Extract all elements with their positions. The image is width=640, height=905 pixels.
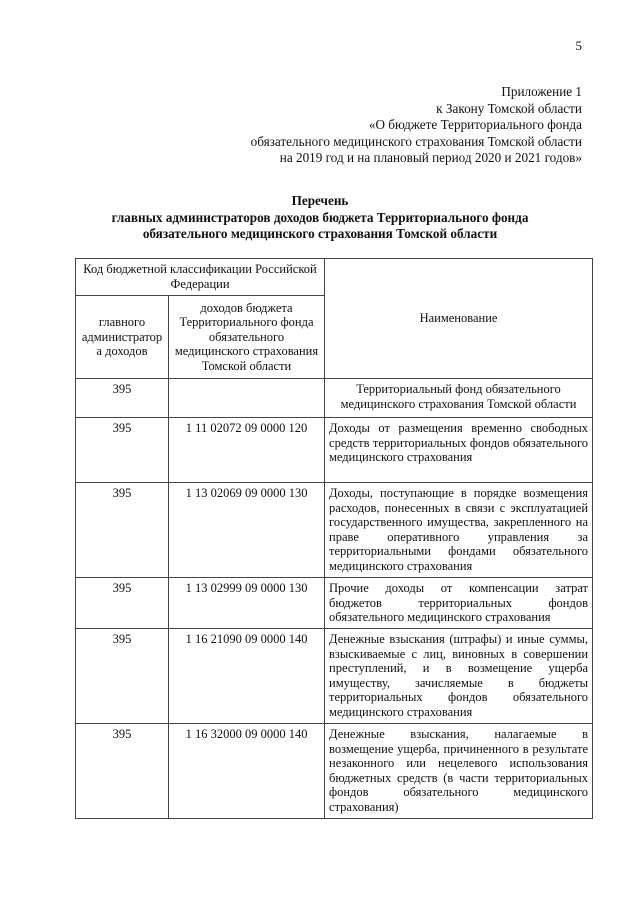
title-line: главных администраторов доходов бюджета Территориального фонда xyxy=(111,209,529,225)
income-code-cell: 1 13 02999 09 0000 130 xyxy=(169,578,325,629)
table-row xyxy=(76,379,593,418)
title-line: Перечень xyxy=(291,193,349,208)
appendix-line: на 2019 год и на плановый период 2020 и 2021 годов» xyxy=(279,150,582,165)
name-cell: Денежные взыскания, налагаемые в возмещение ущерба, причиненного в результате незаконного или нецелевого использования бюджетных средств (в части территориальных фондов обязательного медицинского страхования) xyxy=(325,724,593,819)
header-group-cell: Код бюджетной классификации Российской Федерации xyxy=(76,259,325,296)
appendix-line: «О бюджете Территориального фонда xyxy=(368,117,582,132)
title-line: обязательного медицинского страхования Томской области xyxy=(142,226,498,241)
table-row xyxy=(76,629,593,724)
header-admin-cell: главного администратора доходов xyxy=(76,296,169,379)
appendix-line: Приложение 1 xyxy=(501,84,582,99)
table-row xyxy=(76,483,593,578)
income-code-cell: 1 13 02069 09 0000 130 xyxy=(169,483,325,578)
name-cell: Прочие доходы от компенсации затрат бюджетов территориальных фондов обязательного медицинского страхования xyxy=(325,578,593,629)
income-code-cell: 1 16 21090 09 0000 140 xyxy=(169,629,325,724)
page-number: 5 xyxy=(575,38,582,53)
admin-code-cell: 395 xyxy=(76,418,169,483)
header-name-cell: Наименование xyxy=(325,259,593,379)
table-row xyxy=(76,724,593,819)
admin-code-cell: 395 xyxy=(76,483,169,578)
admin-code-cell: 395 xyxy=(76,724,169,819)
admin-code-cell: 395 xyxy=(76,379,169,418)
document-title xyxy=(60,193,580,243)
admin-code-cell: 395 xyxy=(76,629,169,724)
header-code-cell: доходов бюджета Территориального фонда обязательного медицинского страхования Томской области xyxy=(169,296,325,379)
appendix-line: к Закону Томской области xyxy=(436,100,582,116)
name-cell: Денежные взыскания (штрафы) и иные суммы, взыскиваемые с лиц, виновных в совершении преступлений, и в возмещение ущерба имуществу, зачисляемые в бюджеты территориальных фондов обязательного медицинского страхования xyxy=(325,629,593,724)
appendix-block xyxy=(152,84,582,167)
appendix-line: обязательного медицинского страхования Томской области xyxy=(250,133,582,149)
income-code-cell xyxy=(169,379,325,418)
name-cell: Доходы, поступающие в порядке возмещения расходов, понесенных в связи с эксплуатацией государственного имущества, закрепленного на праве оперативного управления за территориальными фондами обязательного медицинского страхования xyxy=(325,483,593,578)
income-code-cell: 1 16 32000 09 0000 140 xyxy=(169,724,325,819)
admin-code-cell: 395 xyxy=(76,578,169,629)
name-cell: Доходы от размещения временно свободных средств территориальных фондов обязательного медицинского страхования xyxy=(325,418,593,483)
table-row xyxy=(76,578,593,629)
table-row xyxy=(76,418,593,483)
administrators-table xyxy=(75,258,593,819)
income-code-cell: 1 11 02072 09 0000 120 xyxy=(169,418,325,483)
table-header-row xyxy=(76,259,593,296)
name-cell: Территориальный фонд обязательного медицинского страхования Томской области xyxy=(325,379,593,418)
